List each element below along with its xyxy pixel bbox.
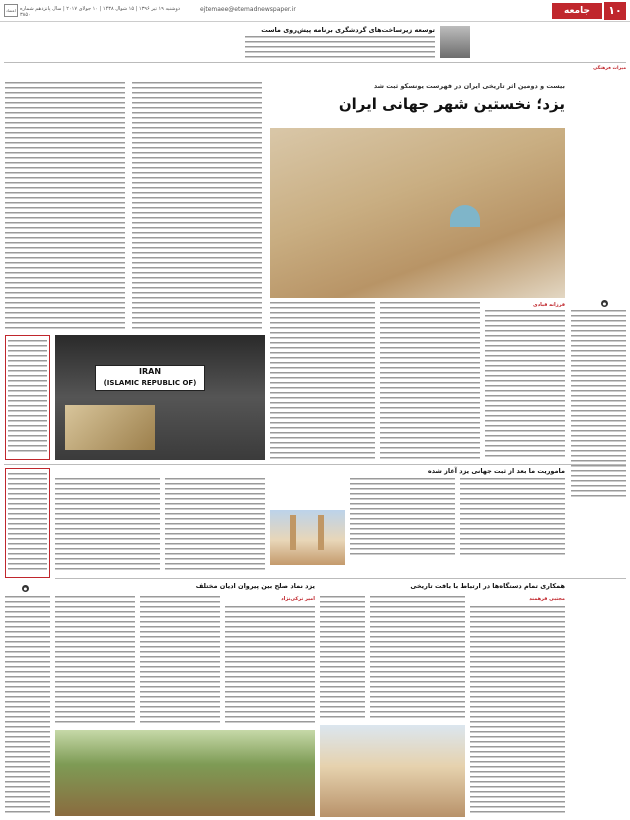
secondary-body-col-2 — [350, 478, 455, 558]
secondary-title: ماموریت ما بعد از ثبت جهانی یزد آغاز شده — [427, 467, 565, 475]
page-number: ۱۰ — [604, 2, 626, 20]
main-body-column-3 — [485, 310, 565, 460]
secondary-body-col-1 — [460, 478, 565, 558]
yazd-rooftops-photo — [320, 725, 465, 817]
official-portrait-photo — [440, 26, 470, 58]
mosque-dome-shape — [450, 205, 480, 227]
section-label: جامعه — [552, 3, 602, 19]
nameplate-line-2: (ISLAMIC REPUBLIC OF) — [103, 379, 197, 387]
country-nameplate — [95, 365, 205, 391]
bottom-left-body-col-3 — [55, 596, 135, 726]
bottom-left-byline: امیر ترکی‌نژاد — [281, 596, 315, 602]
main-byline: فرزانه قبادی — [533, 302, 565, 308]
book-stack-shape — [65, 405, 155, 450]
left-column-body — [5, 596, 50, 816]
nameplate-line-1: IRAN — [138, 367, 162, 376]
sidebar-box-body — [8, 340, 47, 455]
main-body-column-4 — [380, 302, 480, 460]
top-story-title: توسعه زیرساخت‌های گردشگری برنامه پیش‌روی ماست — [261, 26, 435, 34]
bottom-left-title: یزد نماد صلح بین پیروان ادیان مختلف — [195, 582, 315, 590]
main-body-column-2 — [132, 82, 262, 330]
bottom-right-byline: مجتبی فرهمند — [529, 596, 565, 602]
secondary-body-col-4 — [55, 478, 160, 573]
mosque-minaret-photo — [270, 510, 345, 565]
quote-icon: ● — [602, 301, 607, 306]
secondary-body-col-3 — [165, 478, 265, 573]
newspaper-logo-icon: اعتماد — [4, 4, 18, 17]
main-title: یزد؛ نخستین شهر جهانی ایران — [338, 95, 565, 113]
minaret-shape — [290, 515, 296, 550]
top-story-body — [245, 36, 435, 58]
divider — [4, 62, 626, 63]
side-column-body — [571, 310, 626, 500]
main-body-column-5 — [270, 302, 375, 460]
divider — [4, 464, 626, 465]
main-subtitle: بیست و دومین اثر تاریخی ایران در فهرست یونسکو ثبت شد — [373, 82, 565, 90]
quote-icon: ● — [23, 586, 28, 591]
bottom-left-body-col-2 — [140, 596, 220, 726]
divider — [55, 578, 626, 579]
minaret-shape — [318, 515, 324, 550]
lower-sidebar-body — [8, 473, 47, 573]
kicker-label: میراث فرهنگی — [593, 66, 626, 71]
main-body-column-1 — [5, 82, 125, 330]
site-email[interactable]: ejtemaee@etemadnewspaper.ir — [200, 6, 296, 13]
yazd-city-photo — [270, 128, 565, 298]
bottom-right-body-col-2 — [370, 596, 465, 721]
bottom-right-body-col-3 — [320, 596, 365, 721]
dateline: دوشنبه ۱۹ تیر ۱۳۹۶ | ۱۵ شوال ۱۴۳۸ | ۱۰ جولای ۲۰۱۷ | سال پانزدهم شماره ۳۸۵۰ — [20, 6, 180, 18]
palm-garden-photo — [55, 730, 315, 816]
bottom-right-body-col-1 — [470, 606, 565, 816]
bottom-left-body-col-1 — [225, 606, 315, 726]
bottom-right-title: همکاری تمام دستگاه‌ها در ارتباط با بافت تاریخی — [410, 582, 565, 590]
